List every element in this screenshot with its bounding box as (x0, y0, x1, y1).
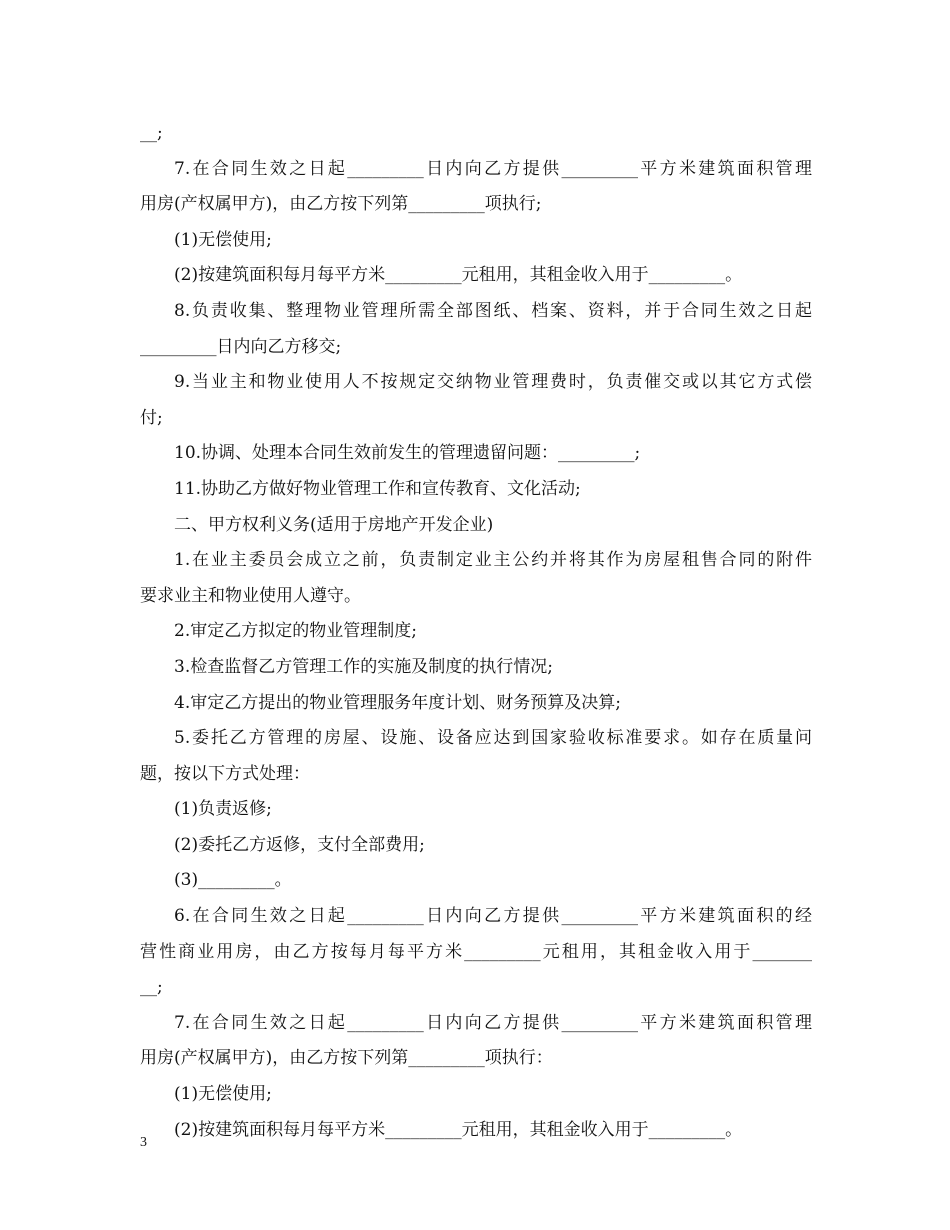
text-line: 1.在业主委员会成立之前，负责制定业主公约并将其作为房屋租售合同的附件 (174, 550, 812, 571)
text-line: 用房(产权属甲方)，由乙方按下列第_________项执行： (140, 1048, 553, 1069)
text-line: 2.审定乙方拟定的物业管理制度; (174, 621, 417, 642)
text-line: 7.在合同生效之日起_________日内向乙方提供_________平方米建筑面积管理 (174, 158, 812, 179)
text-line: 7.在合同生效之日起_________日内向乙方提供_________平方米建筑面积管理 (174, 1012, 812, 1033)
text-line: 4.审定乙方提出的物业管理服务年度计划、财务预算及决算; (174, 692, 621, 713)
text-line: 用房(产权属甲方)，由乙方按下列第_________项执行; (140, 194, 542, 215)
text-line: (1)无偿使用; (174, 1084, 272, 1105)
text-line: _________日内向乙方移交; (140, 336, 342, 357)
text-line: 要求业主和物业使用人遵守。 (140, 585, 361, 606)
text-line: 6.在合同生效之日起_________日内向乙方提供_________平方米建筑面积的经 (174, 906, 812, 927)
text-line: 二、甲方权利义务(适用于房地产开发企业) (174, 514, 494, 535)
text-line: (2)委托乙方返修，支付全部费用; (174, 834, 425, 855)
text-line: __; (140, 977, 163, 998)
text-line: 3.检查监督乙方管理工作的实施及制度的执行情况; (174, 656, 553, 677)
text-line: 11.协助乙方做好物业管理工作和宣传教育、文化活动; (174, 478, 581, 499)
text-line: 题，按以下方式处理： (140, 763, 310, 784)
text-line: (2)按建筑面积每月每平方米_________元租用，其租金收入用于_________。 (174, 265, 743, 286)
text-line: (1)负责返修; (174, 799, 272, 820)
text-line: 9.当业主和物业使用人不按规定交纳物业管理费时，负责催交或以其它方式偿 (174, 372, 812, 393)
text-line: (3)_________。 (174, 870, 292, 891)
text-line: 8.负责收集、整理物业管理所需全部图纸、档案、资料，并于合同生效之日起 (174, 300, 812, 321)
document-body (140, 116, 812, 1148)
text-line: 营性商业用房，由乙方按每月每平方米_________元租用，其租金收入用于_______ (140, 941, 812, 962)
text-line: 5.委托乙方管理的房屋、设施、设备应达到国家验收标准要求。如存在质量问 (174, 728, 812, 749)
text-line: (2)按建筑面积每月每平方米_________元租用，其租金收入用于_________。 (174, 1119, 743, 1140)
text-line: 10.协调、处理本合同生效前发生的管理遗留问题：_________; (174, 443, 641, 464)
page-number: 3 (140, 1135, 147, 1150)
text-line: __; (140, 123, 163, 143)
text-line: (1)无偿使用; (174, 229, 272, 250)
text-line: 付; (140, 407, 163, 428)
